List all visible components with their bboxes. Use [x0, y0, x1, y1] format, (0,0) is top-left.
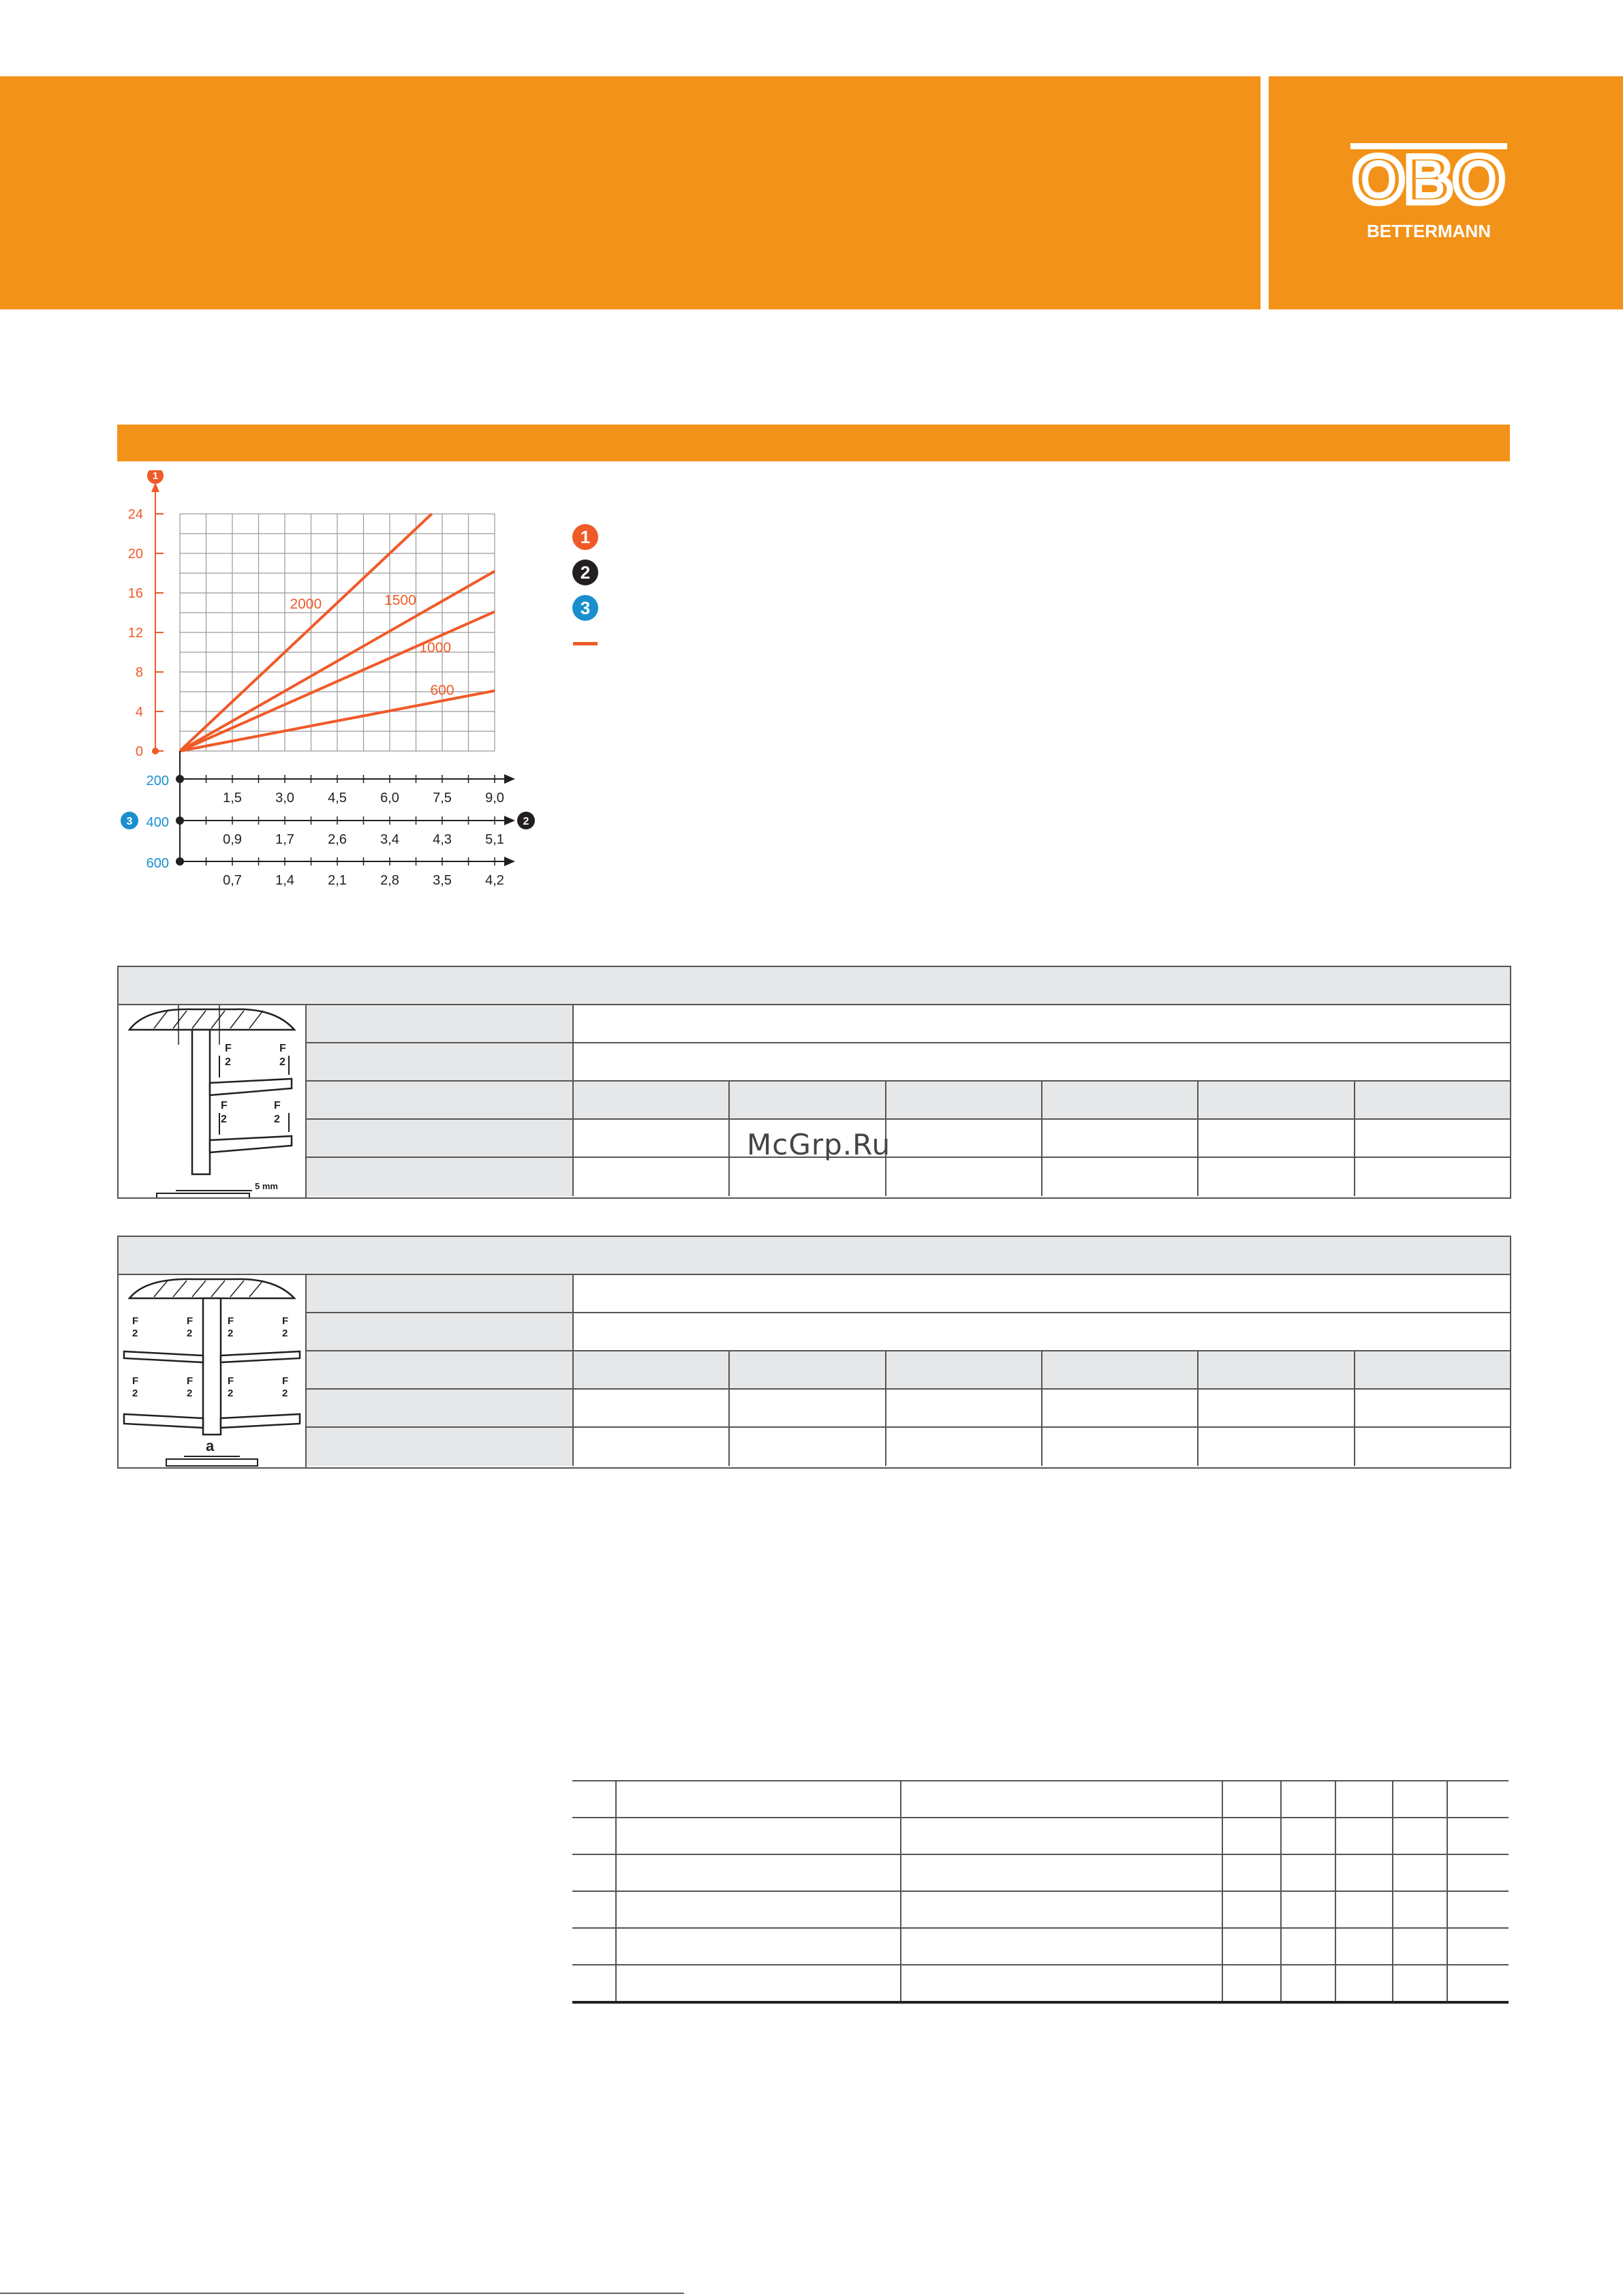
footer-rule [0, 2293, 684, 2294]
y-tick-label: 4 [135, 705, 143, 720]
scale-axis-arrow [504, 857, 515, 866]
spec-grid [305, 1275, 1510, 1467]
svg-text:F: F [282, 1375, 289, 1387]
legend-badge-2: 2 [572, 560, 598, 585]
table-row [572, 1818, 1509, 1854]
double-arm-diagram [119, 1275, 305, 1467]
svg-text:F: F [274, 1100, 281, 1112]
legend-badge-1: 1 [572, 524, 598, 550]
chart-legend [572, 519, 598, 661]
svg-text:2: 2 [282, 1328, 288, 1339]
load-chart [109, 470, 545, 900]
svg-text:F: F [187, 1315, 194, 1327]
scale-tick-label: 2,8 [380, 873, 399, 888]
scale-left-badge-label: 3 [126, 816, 133, 827]
spec-grid [305, 1005, 1510, 1197]
series-label-2000: 2000 [290, 596, 322, 613]
scale-tick-label: 4,3 [433, 832, 452, 847]
brand-logo-panel [1269, 76, 1623, 309]
svg-text:F: F [228, 1315, 234, 1327]
svg-text:2: 2 [225, 1056, 231, 1068]
scale-tick-label: 3,5 [433, 873, 452, 888]
scale-tick-label: 0,7 [223, 873, 242, 888]
table-header [119, 967, 1510, 1005]
svg-text:F: F [187, 1375, 194, 1387]
parts-table [572, 1780, 1509, 2004]
table-row [572, 1965, 1509, 2002]
y-tick-label: 24 [127, 507, 143, 522]
logo-text: OBO [1352, 142, 1505, 217]
scale-tick-label: 5,1 [485, 832, 504, 847]
table-row [572, 1891, 1509, 1928]
series-label-1000: 1000 [419, 640, 452, 656]
header-band [0, 76, 1261, 309]
scale-tick-label: 9,0 [485, 791, 504, 806]
scale-tick-label: 3,4 [380, 832, 399, 847]
scale-tick-label: 0,9 [223, 832, 242, 847]
svg-text:2: 2 [221, 1114, 227, 1125]
watermark: McGrp.Ru [747, 1128, 891, 1161]
svg-text:2: 2 [279, 1056, 285, 1068]
logo-subtext: BETTERMANN [1367, 221, 1491, 241]
y-tick-label: 16 [127, 586, 143, 601]
scale-label: 200 [146, 774, 169, 789]
scale-tick-label: 4,5 [328, 791, 347, 806]
svg-text:F: F [282, 1315, 289, 1327]
scale-tick-label: 2,6 [328, 832, 347, 847]
svg-text:F: F [279, 1043, 286, 1054]
svg-text:2: 2 [228, 1388, 234, 1399]
scale-tick-label: 6,0 [380, 791, 399, 806]
svg-text:2: 2 [282, 1388, 288, 1399]
scale-label: 600 [146, 856, 169, 871]
single-arm-diagram [119, 1005, 305, 1197]
svg-text:2: 2 [132, 1328, 138, 1339]
legend-badge-3: 3 [572, 595, 598, 621]
scale-tick-label: 1,5 [223, 791, 242, 806]
load-table-double [117, 1236, 1511, 1469]
svg-text:F: F [221, 1100, 228, 1112]
scale-axis-arrow [504, 774, 515, 784]
y-tick-label: 12 [127, 626, 143, 641]
svg-text:2: 2 [187, 1388, 193, 1399]
svg-text:2: 2 [132, 1388, 138, 1399]
scale-label: 400 [146, 815, 169, 830]
svg-text:a: a [206, 1437, 215, 1454]
origin-dot [152, 748, 159, 754]
scale-right-badge-label: 2 [523, 816, 529, 827]
y-axis-arrow [151, 483, 159, 492]
load-table-single [117, 966, 1511, 1199]
table-row [572, 1854, 1509, 1891]
svg-text:2: 2 [187, 1328, 193, 1339]
y-tick-label: 0 [135, 744, 143, 759]
table-header [119, 1237, 1510, 1275]
svg-text:F: F [225, 1043, 232, 1054]
scale-tick-label: 4,2 [485, 873, 504, 888]
svg-text:F: F [132, 1375, 139, 1387]
scale-axis-arrow [504, 816, 515, 825]
scale-tick-label: 1,7 [275, 832, 294, 847]
scale-tick-label: 2,1 [328, 873, 347, 888]
y-tick-label: 20 [127, 547, 143, 562]
svg-text:2: 2 [274, 1114, 280, 1125]
section-title-bar [117, 425, 1510, 461]
y-axis-badge-label: 1 [152, 470, 159, 482]
series-label-600: 600 [430, 682, 454, 699]
table-row [572, 1928, 1509, 1965]
scale-tick-label: 1,4 [275, 873, 294, 888]
svg-text:2: 2 [228, 1328, 234, 1339]
obo-logo [1269, 76, 1623, 309]
scale-tick-label: 3,0 [275, 791, 294, 806]
y-tick-label: 8 [135, 665, 143, 680]
legend-line-swatch [573, 642, 598, 645]
svg-text:F: F [132, 1315, 139, 1327]
series-label-1500: 1500 [384, 592, 416, 609]
scale-tick-label: 7,5 [433, 791, 452, 806]
table-row [572, 1781, 1509, 1818]
svg-text:5 mm: 5 mm [255, 1181, 278, 1191]
svg-text:F: F [228, 1375, 234, 1387]
